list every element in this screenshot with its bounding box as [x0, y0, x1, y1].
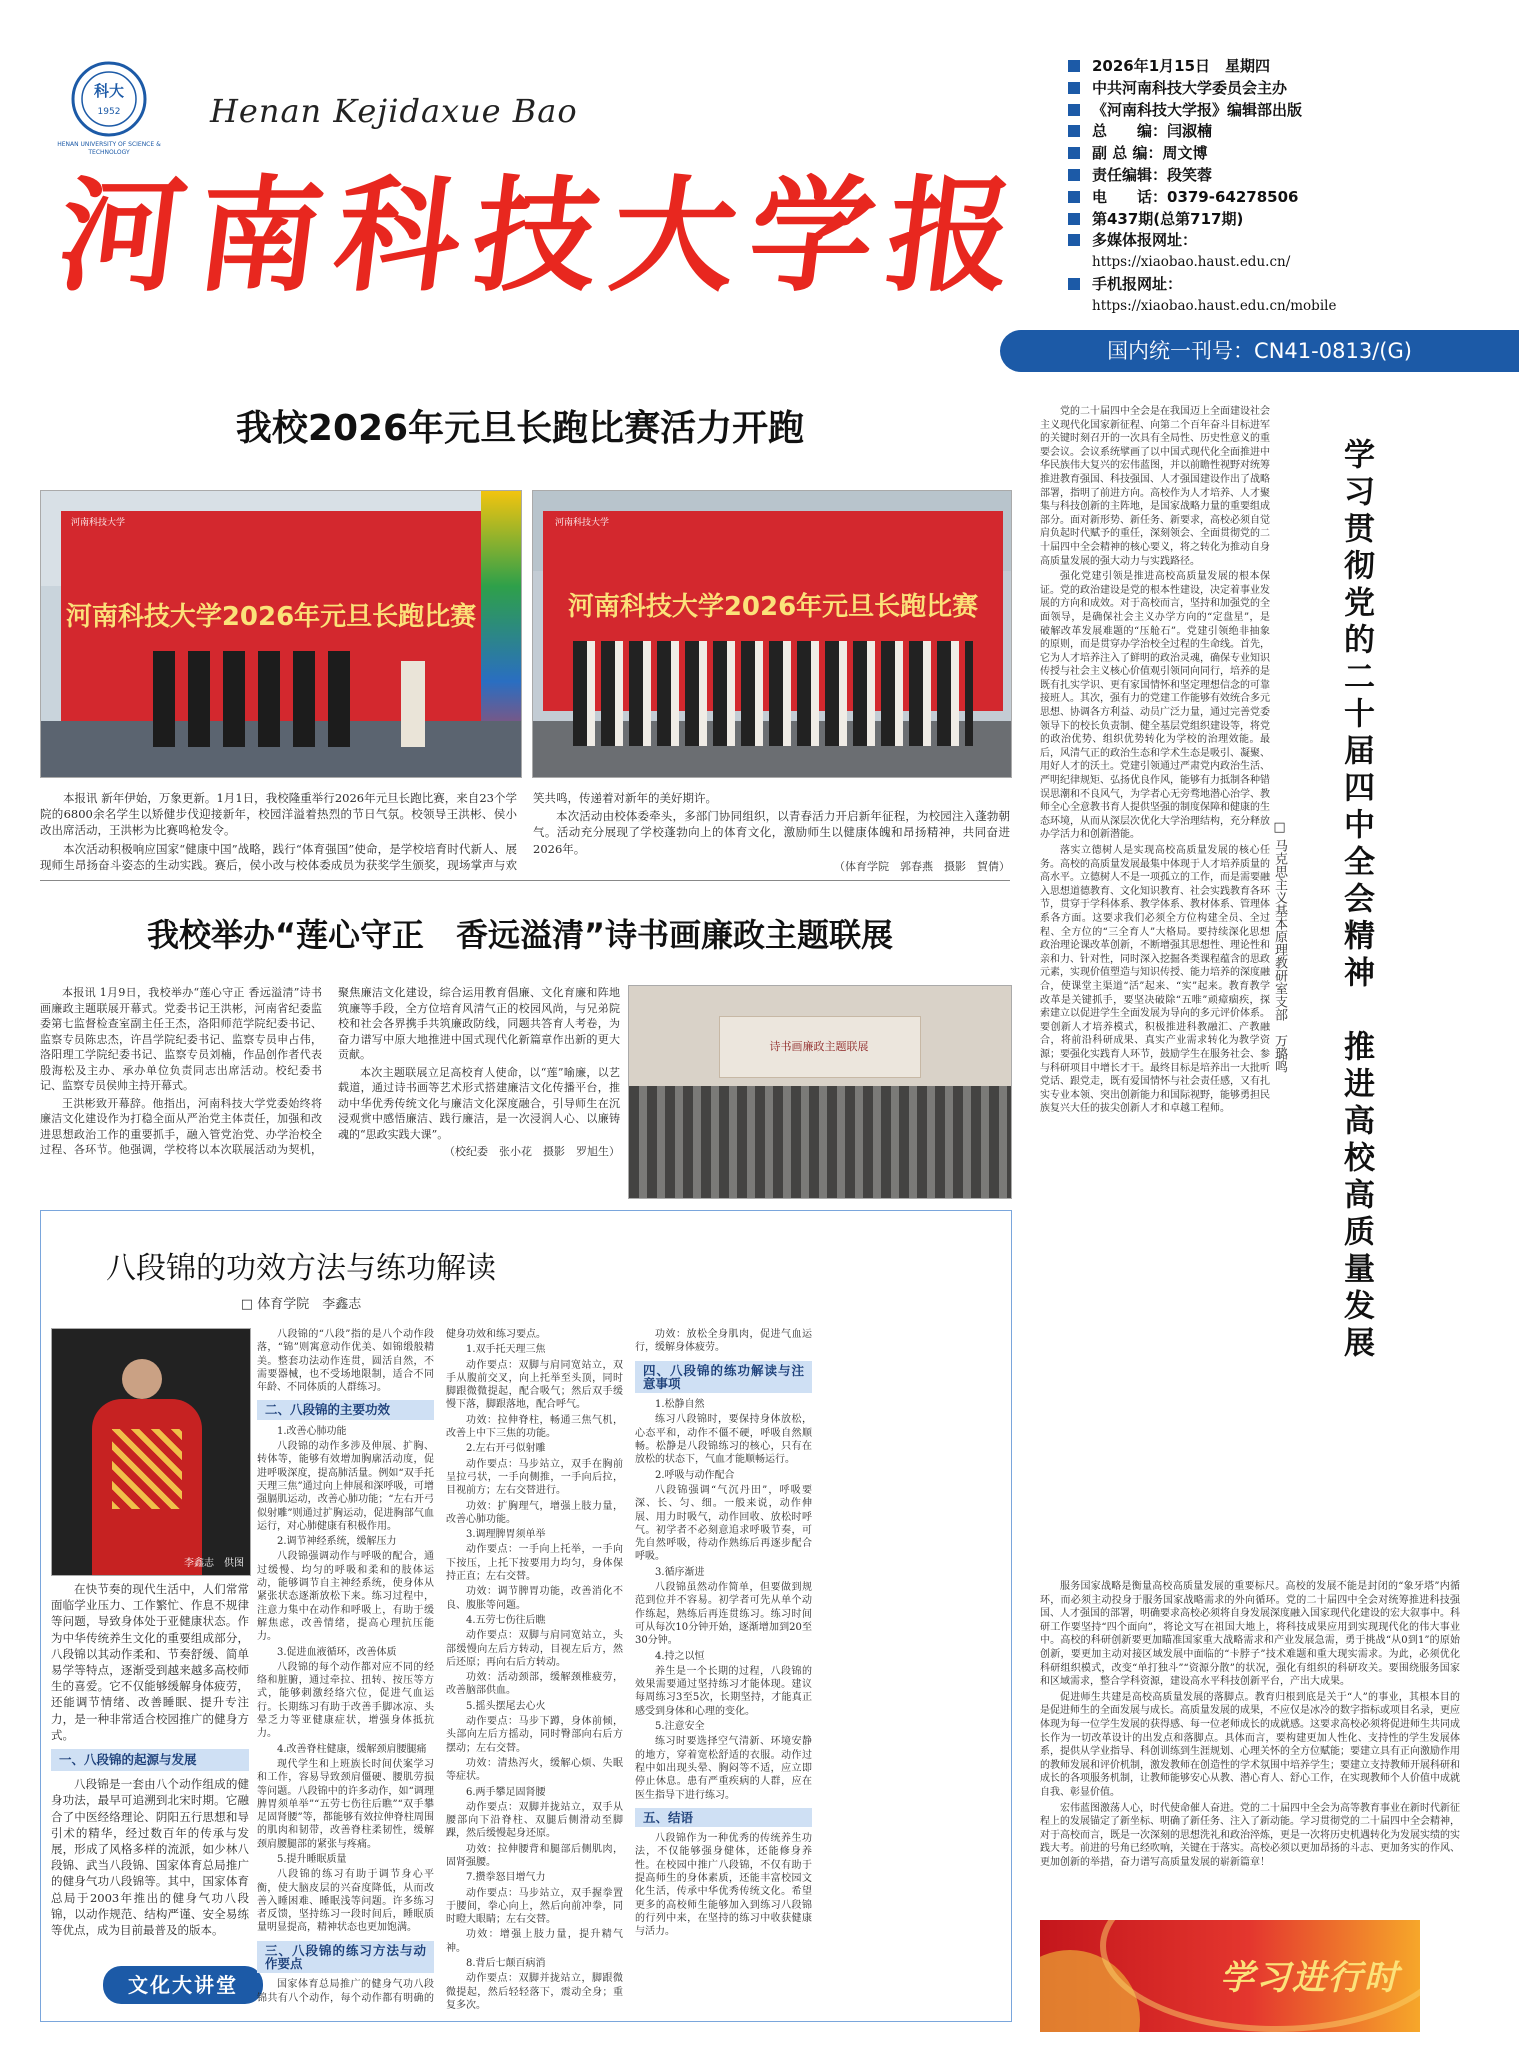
info-chief-editor: 总 编：闫淑楠	[1068, 121, 1508, 143]
sidebar-paragraph: 强化党建引领是推进高校高质量发展的根本保证。党的政治建设是党的根本性建设，决定着事业发展的方向和成效。对于高校而言，坚持和加强党的全面领导，是确保社会主义办学方向的“定盘星”，是破解改革发展难题的“压舱石”。党建引领绝非抽象的原则，而是贯穿办学治校全过程的生命线。首先，它为人才培养注入了鲜明的政治灵魂，确保专业知识传授与社会主义核心价值观引领同向同行，培养的是既有扎实学识、更有家国情怀和坚定理想信念的可靠接班人。其次，强有力的党建工作能够有效统合多元思想、协调各方利益、动员广泛力量，通过完善党委领导下的校长负责制、健全基层党组织建设等，将党的政治优势、组织优势转化为学校的治理效能。最后，风清气正的政治生态和学术生态是吸引、凝聚、用好人才的沃土。党建引领通过严肃党内政治生活、严明纪律规矩、弘扬优良作风，能够有力抵制各种错误思潮和不良风气，为学者心无旁骛地潜心治学、教师全心全意教书育人提供坚强的制度保障和健康的生态环境，从而从深层次优化大学治理结构，充分释放办学活力和创新潜能。	[1040, 571, 1270, 841]
article3-paragraph: 练习时要选择空气清新、环境安静的地方，穿着宽松舒适的衣服。动作过程中如出现头晕、胸闷等不适，应立即停止休息。患有严重疾病的人群，应在医生指导下进行练习。	[635, 1736, 812, 1801]
article3-paragraph: 动作要点：双脚与肩同宽站立，头部缓慢向左后方转动，目视左后方，然后还原；再向右后方转动。	[446, 1630, 623, 1668]
study-banner	[1040, 1920, 1420, 2032]
article3-paragraph: 5.摇头摆尾去心火	[466, 1700, 546, 1712]
article3-paragraph: 4.五劳七伤往后瞧	[466, 1614, 546, 1626]
masthead-title: 河南科技大学报	[51, 164, 1035, 309]
info-issue: 第437期(总第717期)	[1068, 209, 1508, 231]
article3-paragraph: 2.左右开弓似射雕	[466, 1443, 546, 1455]
article3-paragraph: 动作要点：双脚并拢站立，脚跟微微提起，然后轻轻落下，震动全身；重复多次。	[446, 1973, 623, 2011]
info-web-label: 多媒体报网址：	[1068, 230, 1508, 252]
article3-paragraph: 动作要点：双脚与肩同宽站立，双手从腹前交叉，向上托举至头顶，同时脚跟微微提起，配合吸气；然后双手缓慢下落，脚跟落地，配合呼气。	[446, 1359, 623, 1411]
article3-paragraph: 1.改善心肺功能	[277, 1425, 347, 1437]
article3-paragraph: 国家体育总局推广的健身气功八段锦共有八个动作，每个动作都有明确的健身功效和练习要点。	[257, 1329, 546, 2004]
article3-paragraph: 动作要点：一手向上托举，一手向下按压，上托下按要用力均匀，身体保持正直；左右交替。	[446, 1544, 623, 1583]
article3-paragraph: 7.攒拳怒目增气力	[466, 1872, 546, 1884]
article3-paragraph: 3.循序渐进	[655, 1566, 705, 1578]
study-banner-text: 学习进行时	[1220, 1958, 1400, 1998]
article3-paragraph: 八段锦是一套由八个动作组成的健身功法，最早可追溯到北宋时期。它融合了中医经络理论、阴阳五行思想和导引术的精华，经过数百年的传承与发展，形成了风格多样的流派，如少林八段锦、武当八段锦、国家体育总局推广的健身气功八段锦等。其中，国家体育总局于2003年推出的健身气功八段锦，以动作规范、结构严谨、安全易练等优点，成为目前最普及的版本。	[51, 1777, 249, 1938]
article3-paragraph: 6.两手攀足固肾腰	[466, 1786, 546, 1798]
article3-paragraph: 现代学生和上班族长时间伏案学习和工作，容易导致颈肩僵硬、腰肌劳损等问题。八段锦中的许多动作，如“调理脾胃须单举”“五劳七伤往后瞧”“双手攀足固肾腰”等，都能够有效拉伸脊柱周围的肌肉和韧带，改善脊柱柔韧性，缓解颈肩腰腿部的紧张与疼痛。	[257, 1758, 434, 1850]
article2-photo	[628, 985, 1012, 1199]
article1-photo-left	[40, 490, 522, 778]
article3-section5: 五、结语	[635, 1808, 812, 1827]
web-url[interactable]: https://xiaobao.haust.edu.cn/	[1092, 254, 1291, 271]
article3-section3: 三、八段锦的练习方法与动作要点	[257, 1941, 434, 1974]
article3-photo-caption: 李鑫志 供图	[184, 1558, 244, 1569]
article1-paragraph: 本次活动由校体委牵头，多部门协同组织，以青春活力开启新年征程，为校园注入蓬勃朝气。活动充分展现了学校蓬勃向上的体育文化，激励师生以健康体魄和昂扬精神，共同奋进2026年。	[533, 809, 1010, 856]
info-deputy-editor: 副 总 编：周文博	[1068, 143, 1508, 165]
article3-paragraph: 5.注意安全	[655, 1721, 705, 1733]
article3-headline: 八段锦的功效方法与练功解读	[106, 1251, 496, 1286]
article3-paragraph: 练习八段锦时，要保持身体放松，心态平和，动作不僵不硬，呼吸自然顺畅。松静是八段锦练习的核心，只有在放松的状态下，气血才能顺畅运行。	[635, 1414, 812, 1466]
photo-right-logo: 河南科技大学	[555, 518, 610, 528]
photo-screen-text: 诗书画廉政主题联展	[769, 1040, 869, 1053]
article-divider	[40, 880, 1010, 881]
article3-paragraph: 动作要点：双脚并拢站立，双手从腰部向下沿脊柱、双腿后侧滑动至脚踝，然后缓慢起身还原。	[446, 1801, 623, 1840]
sidebar-body-wide	[1040, 1580, 1460, 1871]
sidebar-paragraph: 服务国家战略是衡量高校高质量发展的重要标尺。高校的发展不能是封闭的“象牙塔”内循环，而必须主动投身于服务国家战略需求的外向循环。党的二十届四中全会对统筹推进科技强国、人才强国的部署，明确要求高校必须将自身发展深度融入国家现代化建设的宏大叙事中。科研工作要坚持“四个面向”，将论文写在祖国大地上，将科技成果应用到实现现代化的伟大事业中。高校的科研创新要更加瞄准国家重大战略需求和产业发展急需，勇于挑战“从0到1”的原始创新，要更加主动对接区域发展中面临的“卡脖子”技术难题和重大现实需求。为此，必须优化科研组织模式，改变“单打独斗”“资源分散”的状况，强化有组织的科研攻关。要围绕服务国家和区域需求，整合学科资源，建设高水平科技创新平台，产出大成果。	[1040, 1581, 1460, 1688]
column-label-text: 文化大讲堂	[128, 1973, 238, 1997]
article2-credit: （校纪委 张小花 摄影 罗旭生）	[444, 1145, 620, 1158]
article3-byline: □ 体育学院 李鑫志	[240, 1297, 362, 1312]
info-publisher: 《河南科技大学报》编辑部出版	[1068, 100, 1508, 122]
sidebar-title: 学习贯彻党的二十届四中全会精神 推进高校高质量发展	[1338, 438, 1374, 1363]
article3-paragraph: 动作要点：马步站立，双手在胸前呈拉弓状，一手向侧推，一手向后拉，目视前方；左右交替进行。	[446, 1458, 623, 1497]
info-duty-editor: 责任编辑：段笑蓉	[1068, 165, 1508, 187]
sidebar-paragraph: 落实立德树人是实现高校高质量发展的核心任务。高校的高质量发展最集中体现于人才培养质量的高水平。立德树人不是一项孤立的工作，而是需要融入思想道德教育、文化知识教育、社会实践教育各环节，贯穿于学科体系、教学体系、教材体系、管理体系各方面。这要求我们必须全方位构建全员、全过程、全方位的“三全育人”大格局。要持续深化思想政治理论课改革创新，不断增强其思想性、理论性和亲和力、针对性，同时深入挖掘各类课程蕴含的思政元素，实现价值塑造与知识传授、能力培养的深度融合，使课堂主渠道“活”起来、“实”起来。教育教学改革是关键抓手，要坚决破除“五唯”顽瘴痼疾，探索建立以促进学生全面发展为导向的多元评价体系。要创新人才培养模式，积极推进科教融汇、产教融合，将前沿科研成果、真实产业需求转化为教学资源；要强化实践育人环节，鼓励学生在服务社会、参与科研项目中增长才干。最终目标是培养出一大批听党话、跟党走，既有爱国情怀与社会责任感，又有扎实专业本领、突出创新能力和国际视野，能够勇担民族复兴大任的拔尖创新人才和卓越工程师。	[1040, 845, 1270, 1115]
article3-section4: 四、八段锦的练功解读与注意事项	[635, 1361, 812, 1394]
photo-left-logo: 河南科技大学	[71, 518, 126, 528]
masthead	[0, 0, 1519, 380]
mobile-url[interactable]: https://xiaobao.haust.edu.cn/mobile	[1092, 297, 1337, 314]
article3-paragraph: 功效：扩胸理气，增强上肢力量，改善心肺功能。	[446, 1500, 623, 1525]
article3-paragraph: 养生是一个长期的过程，八段锦的效果需要通过坚持练习才能体现。建议每周练习3至5次，长期坚持，才能真正感受到身体和心理的变化。	[635, 1665, 812, 1717]
article2-headline: 我校举办“莲心守正 香远溢清”诗书画廉政主题联展	[146, 916, 894, 954]
article3-paragraph: 功效：清热泻火，缓解心烦、失眠等症状。	[446, 1757, 623, 1783]
sidebar-body	[1040, 405, 1270, 1118]
article2-paragraph: 本次主题联展立足高校育人使命，以“莲”喻廉，以艺载道，通过诗书画等艺术形式搭建廉洁文化传播平台，推动中华优秀传统文化与廉洁文化深度融合，引导师生在沉浸观赏中感悟廉洁、践行廉洁，是一次浸润人心、以廉铸魂的“思政实践大课”。	[338, 1065, 620, 1141]
article1-photo-right	[532, 490, 1012, 778]
article3-paragraph: 动作要点：马步下蹲，身体前倾，头部向左后方摇动，同时臀部向右后方摆动；左右交替。	[446, 1716, 623, 1754]
info-phone: 电 话：0379-64278506	[1068, 187, 1508, 209]
svg-text:科大: 科大	[93, 82, 125, 100]
article3-paragraph: 八段锦虽然动作简单，但要做到规范到位并不容易。初学者可先从单个动作练起，熟练后再连贯练习。练习时间可从每次10分钟开始，逐渐增加到20至30分钟。	[635, 1582, 812, 1647]
info-host: 中共河南科技大学委员会主办	[1068, 78, 1508, 100]
masthead-pinyin: Henan Kejidaxue Bao	[210, 92, 578, 130]
article3-paragraph: 功效：调节脾胃功能，改善消化不良、腹胀等问题。	[446, 1586, 623, 1611]
article3-paragraph: 4.持之以恒	[655, 1650, 705, 1662]
article3-photo	[51, 1328, 251, 1576]
article3-paragraph: 八段锦的动作多涉及伸展、扩胸、转体等，能够有效增加胸廓活动度，促进呼吸深度，提高肺活量。例如“双手托天理三焦”通过向上伸展和深呼吸，可增强膈肌运动，改善心肺功能；“左右开弓似射雕”则通过扩胸运动，促进胸部气血运行，对心肺健康有积极作用。	[257, 1441, 434, 1532]
article3-col1	[51, 1581, 249, 1940]
article3-section2: 二、八段锦的主要功效	[257, 1400, 434, 1419]
badge-name: HENAN UNIVERSITY OF SCIENCE & TECHNOLOGY	[57, 141, 161, 156]
sidebar-paragraph: 宏伟蓝图激荡人心，时代使命催人奋进。党的二十届四中全会为高等教育事业在新时代新征程上的发展锚定了新坐标、明确了新任务、注入了新动能。学习贯彻党的二十届四中全会精神，对于高校而言，既是一次深刻的思想洗礼和政治淬炼，更是一次将历史机遇转化为发展实绩的实践大考。前进的号角已经吹响，关键在于落实。高校必须以更加昂扬的斗志、更加务实的作风、更加创新的举措，奋力谱写高质量发展的崭新篇章！	[1040, 1802, 1460, 1868]
article2-paragraph: 本报讯 1月9日，我校举办“莲心守正 香远溢清”诗书画廉政主题联展开幕式。党委书记王洪彬，河南省纪委监委第七监督检查室副主任王杰，洛阳师范学院纪委书记、监察专员陈忠杰，许昌学院纪委书记、监察专员申占伟，洛阳理工学院纪委书记、监察专员刘楠，作品创作者代表殷海松及主办、承办单位负责同志出席活动。校纪委书记、监察专员侯帅主持开幕式。	[40, 986, 322, 1092]
badge-year: 1952	[97, 107, 121, 117]
article3-paragraph: 1.双手托天理三焦	[466, 1344, 546, 1356]
article3-paragraph: 八段锦强调“气沉丹田”，呼吸要深、长、匀、细。一般来说，动作伸展、用力时吸气，动作回收、放松时呼气。初学者不必刻意追求呼吸节奏，可先自然呼吸，待动作熟练后再逐步配合呼吸。	[635, 1484, 812, 1563]
article3-section1: 一、八段锦的起源与发展	[51, 1749, 249, 1771]
info-date: 2026年1月15日 星期四	[1068, 56, 1508, 78]
article3-paragraph: 八段锦的练习有助于调节身心平衡，使大脑皮层的兴奋度降低，从而改善入睡困难、睡眠浅等问题。许多练习者反馈，坚持练习一段时间后，睡眠质量明显提高，精神状态也更加饱满。	[257, 1869, 434, 1934]
article3-box	[40, 1210, 1012, 2022]
sidebar-author: □ 马克思主义基本原理教研室支部 万璐鸣	[1272, 820, 1287, 1074]
info-mobile-label: 手机报网址：	[1068, 274, 1508, 296]
article3-paragraph: 2.呼吸与动作配合	[655, 1469, 735, 1481]
article3-paragraph: 5.提升睡眠质量	[277, 1853, 347, 1865]
masthead-info	[1068, 56, 1508, 318]
article3-paragraph: 3.促进血液循环，改善体质	[277, 1646, 397, 1658]
article3-paragraph: 8.背后七颠百病消	[466, 1958, 546, 1970]
article3-paragraph: 功效：拉伸脊柱，畅通三焦气机，改善上中下三焦的功能。	[446, 1414, 623, 1440]
article3-paragraph: 八段锦的每个动作都对应不同的经络和脏腑，通过牵拉、扭转、按压等方式，能够刺激经络穴位，促进气血运行。长期练习有助于改善手脚冰凉、头晕乏力等亚健康症状，增强身体抵抗力。	[257, 1661, 434, 1740]
article3-paragraph: 功效：放松全身肌肉，促进气血运行，缓解身体疲劳。	[635, 1329, 812, 1354]
sidebar-paragraph: 党的二十届四中全会是在我国迈上全面建设社会主义现代化国家新征程、向第二个百年奋斗目标进军的关键时刻召开的一次具有全局性、历史性意义的重要会议。会议系统擘画了以中国式现代化全面推进中华民族伟大复兴的宏伟蓝图，并以前瞻性视野对统筹推进教育强国、科技强国、人才强国建设作出了战略部署，指明了前进方向。高校作为人才培养、人才聚集与科技创新的主阵地，是国家战略力量的重要组成部分。面对新形势、新任务、新要求，高校必须自觉肩负起时代赋予的重任，深刻领会、全面贯彻党的二十届四中全会精神的核心要义，将之转化为推动自身高质量发展的强大动力与实践路径。	[1040, 406, 1270, 567]
sidebar-paragraph: 促进师生共建是高校高质量发展的落脚点。教育归根到底是关于“人”的事业，其根本目的是促进师生的全面发展与成长。高质量发展的成果，不应仅是冰冷的数字指标或项目名录，更应体现为每一位学生发展的获得感、每一位老师成长的成就感。这要求高校必须将促进师生共同成长作为一切改革设计的出发点和落脚点。具体而言，要构建更加人性化、支持性的学生发展体系，提供从学业指导、科创训练到生涯规划、心理关怀的全方位赋能；要建立具有正向激励作用的教师发展和评价机制，激发教师在创造性的学术氛围中培养学生；要建立支持教师开展科研和成长的各项服务机制，让教师能够安心从教、潜心育人、舒心工作，在实现教师个人价值中成就自我、彰显价值。	[1040, 1691, 1460, 1798]
article3-paragraph: 八段锦的“八段”指的是八个动作段落，“锦”则寓意动作优美、如锦缎般精美。整套功法动作连贯，圆活自然，不需要器械，也不受场地限制，适合不同年龄、不同体质的人群练习。	[257, 1329, 434, 1394]
article1-paragraph: 本报讯 新年伊始，万象更新。1月1日，我校隆重举行2026年元旦长跑比赛，来自23个学院的6800余名学生以矫健步伐迎接新年，校园洋溢着热烈的节日气氛。校领导王洪彬、侯小改出席活动，王洪彬为比赛鸣枪发令。	[40, 791, 517, 838]
article3-paragraph: 八段锦作为一种优秀的传统养生功法，不仅能够强身健体，还能修身养性。在校园中推广八段锦，不仅有助于提高师生的身体素质，还能丰富校园文化生活，传承中华优秀传统文化。希望更多的高校师生能够加入到练习八段锦的行列中来，在坚持的练习中收获健康与活力。	[635, 1833, 812, 1938]
article3-paragraph: 功效：活动颈部，缓解颈椎疲劳，改善脑部供血。	[446, 1672, 623, 1697]
article3-paragraph: 八段锦强调动作与呼吸的配合，通过缓慢、均匀的呼吸和柔和的肢体运动，能够调节自主神经系统，使身体从紧张状态逐渐放松下来。练习过程中，注意力集中在动作和呼吸上，有助于缓解焦虑，改善情绪，提高心理抗压能力。	[257, 1551, 434, 1643]
article3-paragraph: 2.调节神经系统，缓解压力	[277, 1536, 397, 1548]
article1-credit: （体育学院 郭春燕 摄影 賀倩）	[834, 859, 1010, 873]
article3-paragraph: 1.松静自然	[655, 1399, 705, 1411]
article2-paragraph: 王洪彬致开幕辞。他指出，河南科技大学党委始终将廉洁文化建设作为打稳全面从严治党主体责任，加强和改进思想政治工作的重要抓手，融入管党治党、办学治校全过程、各环节。他强调，学校将以本次联展活动为契机，聚焦廉洁文化建设，综合运用教育倡廉、文化育廉和阵地筑廉等手段，全方位培育风清气正的校园风尚，与兄弟院校和社会各界携手共筑廉政防线，同题共答育人考卷，为奋力谱写中原大地推进中国式现代化新篇章作出新的更大贡献。	[40, 986, 620, 1156]
article3-paragraph: 功效：拉伸腰背和腿部后侧肌肉，固肾强腰。	[446, 1843, 623, 1868]
article3-col-group	[257, 1328, 1001, 2018]
university-badge	[70, 60, 148, 138]
article1-headline: 我校2026年元旦长跑比赛活力开跑	[235, 408, 805, 449]
photo-left-banner: 河南科技大学2026年元旦长跑比赛	[65, 602, 477, 632]
article1-body	[40, 790, 1010, 875]
article3-paragraph: 4.改善脊柱健康，缓解颈肩腰腿痛	[277, 1743, 427, 1755]
article3-paragraph: 3.调理脾胃须单举	[466, 1529, 546, 1541]
article3-paragraph: 功效：增强上肢力量，提升精气神。	[446, 1929, 623, 1954]
article3-lead: 在快节奏的现代生活中，人们常常面临学业压力、工作繁忙、作息不规律等问题，导致身体处于亚健康状态。作为中华传统养生文化的重要组成部分，八段锦以其动作柔和、节奏舒缓、简单易学等特点，逐渐受到越来越多高校师生的喜爱。它不仅能够缓解身体疲劳，还能调节情绪、改善睡眠、提升专注力，是一种非常适合校园推广的健身方式。	[51, 1582, 249, 1742]
issn-text: 国内统一刊号：CN41-0813/(G)	[1107, 339, 1412, 363]
article2-body	[40, 985, 620, 1160]
article3-paragraph: 动作要点：马步站立，双手握拳置于腰间，拳心向上，然后向前冲拳，同时瞪大眼睛；左右交替。	[446, 1887, 623, 1926]
photo-right-banner: 河南科技大学2026年元旦长跑比赛	[567, 592, 979, 622]
article1-paragraph: 本次活动积极响应国家“健康中国”战略，践行“体育强国”使命，是学校培育时代新人、展现师生昂扬奋斗姿态的生动实践。赛后，侯小改与校体委成员为获奖学生颁奖，现场掌声与欢笑共鸣，传递着对新年的美好期许。	[40, 791, 717, 872]
